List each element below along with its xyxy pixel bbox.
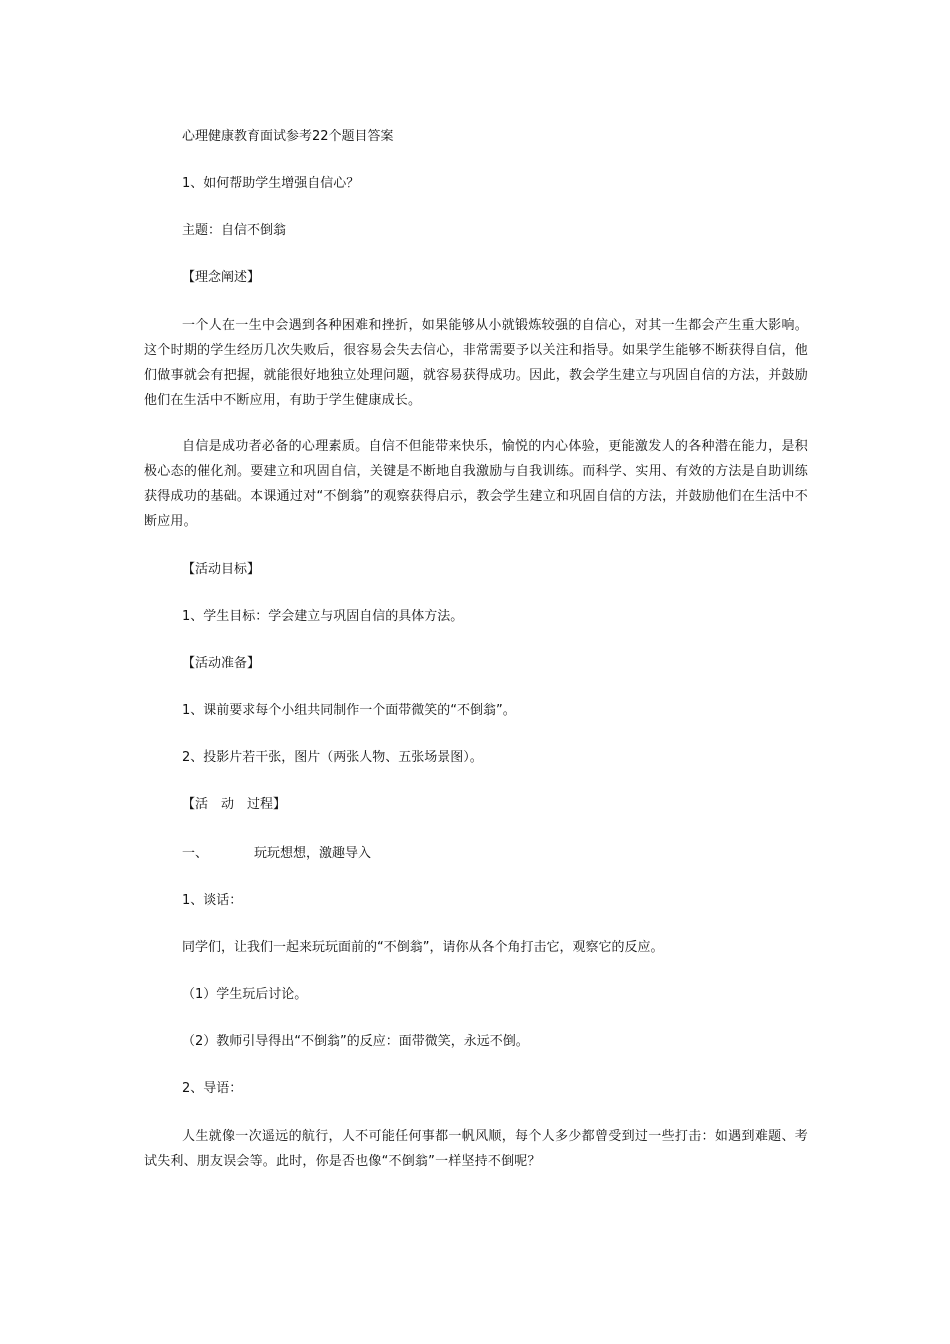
concept-paragraph-1: 一个人在一生中会遇到各种困难和挫折，如果能够从小就锻炼较强的自信心，对其一生都会产生重大影响。这个时期的学生经历几次失败后，很容易会失去信心，非常需要予以关注和指导。如果学生能够不断获得自信，他们做事就会有把握，就能很好地独立处理问题，就容易获得成功。因此，教会学生建立与巩固自信的方法，并鼓励他们在生活中不断应用，有助于学生健康成长。	[144, 318, 808, 408]
document-title: 心理健康教育面试参考22个题目答案	[182, 129, 394, 144]
talk-label: 1、谈话：	[182, 893, 243, 908]
prep-item-1: 1、课前要求每个小组共同制作一个面带微笑的“不倒翁”。	[182, 703, 516, 718]
step-1-number: 一、	[182, 846, 209, 861]
step-1-text: 玩玩想想，激趣导入	[254, 846, 372, 861]
section-process-heading: 【活 动 过程】	[182, 797, 287, 812]
talk-point-2: （2）教师引导得出“不倒翁”的反应：面带微笑，永远不倒。	[182, 1034, 529, 1049]
talk-point-1: （1）学生玩后讨论。	[182, 987, 308, 1002]
theme-line: 主题：自信不倒翁	[182, 223, 287, 238]
step-1-heading	[182, 845, 371, 863]
section-goal-heading: 【活动目标】	[182, 562, 261, 577]
guide-paragraph: 人生就像一次遥远的航行，人不可能任何事都一帆风顺，每个人多少都曾受到过一些打击：如遇到难题、考试失利、朋友误会等。此时，你是否也像“不倒翁”一样坚持不倒呢？	[144, 1129, 808, 1169]
guide-label: 2、导语：	[182, 1081, 243, 1096]
concept-paragraph-2: 自信是成功者必备的心理素质。自信不但能带来快乐，愉悦的内心体验，更能激发人的各种潜在能力，是积极心态的催化剂。要建立和巩固自信，关键是不断地自我激励与自我训练。而科学、实用、有效的方法是自助训练获得成功的基础。本课通过对“不倒翁”的观察获得启示，教会学生建立和巩固自信的方法，并鼓励他们在生活中不断应用。	[144, 439, 808, 529]
goal-item-1: 1、学生目标：学会建立与巩固自信的具体方法。	[182, 609, 464, 624]
talk-text: 同学们，让我们一起来玩玩面前的“不倒翁”，请你从各个角打击它，观察它的反应。	[182, 940, 664, 955]
section-prep-heading: 【活动准备】	[182, 656, 261, 671]
prep-item-2: 2、投影片若干张，图片（两张人物、五张场景图）。	[182, 750, 483, 765]
section-concept-heading: 【理念阐述】	[182, 270, 261, 285]
question-heading: 1、如何帮助学生增强自信心？	[182, 176, 360, 191]
